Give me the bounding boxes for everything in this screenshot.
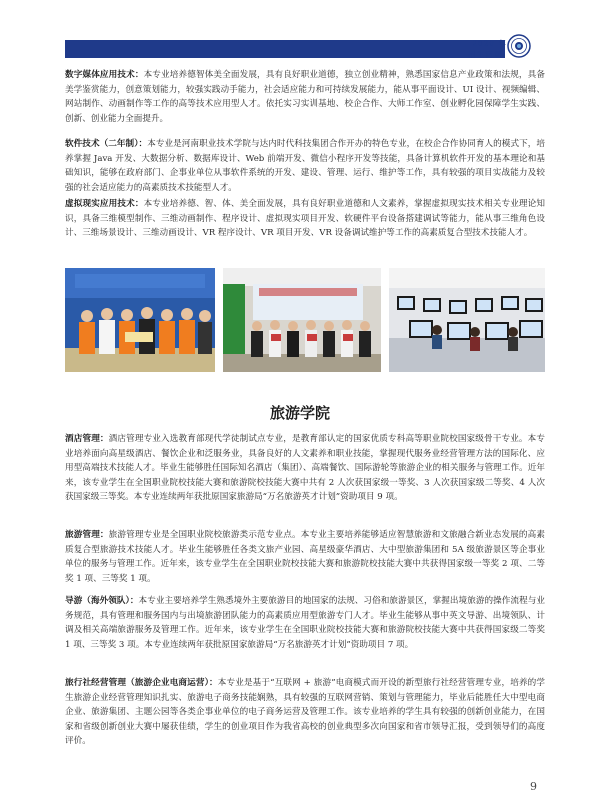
- section-body: 本专业是河南职业技术学院与达内时代科技集团合作开办的特色专业，在校企合作协同育人的模式下，培养掌握 Java 开发、大数据分析、数据库设计、Web 前端开发、微信小程序开发等技能，具备计算机软件开发的基本理论和基础知识，能够在政府部门、企事业单位从事软件系统的开发、建设、管理、运行、维护等工作，具有较强的项目实战能力及较强的社会适应能力的高素质技术技能型人才。: [65, 139, 545, 193]
- section-digital-media: [65, 68, 545, 126]
- section-title: 导游（海外领队）：: [65, 596, 139, 606]
- section-title: 虚拟现实应用技术：: [65, 199, 144, 209]
- section-tourism-management: [65, 528, 545, 586]
- section-body: 本专业培养德智体美全面发展，具有良好职业道德，独立创业精神，熟悉国家信息产业政策和法规，具备美学鉴赏能力，创意策划能力，较强实践动手能力，社会适应能力和可持续发展能力，能从事平面设计、UI 设计、视频编辑、网站制作、动画制作等工作的高等技术应用型人才。依托实习实训基地、校企合作、大师工作室、创业孵化园保障学生实践、创新、创业能力全面提升。: [65, 70, 545, 124]
- photo-award-ceremony: [65, 268, 215, 372]
- section-hotel-management: [65, 432, 545, 505]
- section-title: 酒店管理：: [65, 434, 109, 444]
- section-vr-tech: [65, 197, 545, 241]
- photo-computer-lab: [389, 268, 545, 372]
- section-title: 旅行社经营管理（旅游企业电商运营）：: [65, 678, 218, 688]
- section-title: 数字媒体应用技术：: [65, 70, 144, 80]
- section-body: 本专业是基于“互联网 + 旅游”电商模式而开设的新型旅行社经营管理专业，培养的学生旅游企业经营管理知识扎实、旅游电子商务技能娴熟，具有较强的互联网营销、策划与管理能力，毕业后能胜任大中型电商企业、旅游集团、主题公园等各类企事业单位的电子商务运营及管理工作。该专业培养的学生具有较强的创新创业能力，在国家和省级创新创业大赛中屡获佳绩，学生的创业项目作为我省高校的创业典型多次向国家和省市领导汇报，受到领导们的高度评价。: [65, 678, 546, 747]
- photo-certificate-group: [223, 268, 381, 372]
- section-software-tech: [65, 137, 545, 195]
- section-body: 酒店管理专业入选教育部现代学徒制试点专业，是教育部认定的国家优质专科高等职业院校国家级骨干专业。本专业培养面向高星级酒店、餐饮企业和泛服务业，具备良好的人文素养和职业技能，掌握现代服务业经营管理方法的国际化、应用型高端技术技能人才。毕业生能够胜任国际知名酒店（集团）、高端餐饮、国际游轮等旅游企业的相关服务与管理工作。近年来，该专业学生在全国职业院校技能大赛和旅游院校技能大赛中共有 2 人次获国家级一等奖、3 人次获国家级二等奖、4 人次获国家级三等奖。本专业连续两年获批原国家旅游局“万名旅游英才计划”资助项目 9 项。: [65, 434, 545, 503]
- header-subtitle: 招生简章: [468, 50, 502, 59]
- page-header: [0, 0, 600, 66]
- section-body: 本专业培养德、智、体、美全面发展，具有良好职业道德和人文素养，掌握虚拟现实技术相关专业理论知识，具备三维模型制作、三维动画制作、程序设计、虚拟现实项目开发、软硬件平台设备搭建调试等能力，能从事三维角色设计、三维场景设计、三维动画设计、VR 程序设计、VR 项目开发、VR 设备调试维护等工作的高素质复合型技术技能人才。: [65, 199, 545, 239]
- section-title: 软件技术（二年制）：: [65, 139, 148, 149]
- header-bar: [65, 40, 505, 58]
- header-year: 2020 年: [472, 39, 507, 48]
- section-title: 旅游管理：: [65, 530, 109, 540]
- section-travel-agency: [65, 676, 545, 749]
- section-tour-guide: [65, 594, 545, 652]
- school-seal-icon: [507, 34, 531, 58]
- page-number: 9: [530, 780, 537, 793]
- section-body: 本专业主要培养学生熟悉境外主要旅游目的地国家的法规、习俗和旅游景区，掌握出境旅游的操作流程与业务规范，具有管理和服务国内与出境旅游团队能力的高素质应用型旅游专门人才。毕业生能够从事中英文导游、出境领队、计调及相关高端旅游服务及管理工作。近年来，该专业学生在全国职业院校技能大赛和旅游院校技能大赛中共获得国家级二等奖 1 项、三等奖 3 项。本专业连续两年获批原国家旅游局“万名旅游英才计划”资助项目 7 项。: [65, 596, 545, 650]
- photo-strip: [65, 268, 545, 372]
- section-body: 旅游管理专业是全国职业院校旅游类示范专业点。本专业主要培养能够适应智慧旅游和文旅融合新业态发展的高素质复合型旅游技术技能人才。毕业生能够胜任各类文旅产业园、高星级豪华酒店、大中型旅游集团和 5A 级旅游景区等企事业单位的服务与管理工作。近年来，该专业学生在全国职业院校技能大赛和旅游院校技能大赛中共获得国家级一等奖 2 项、二等奖 1 项、三等奖 1 项。: [65, 530, 545, 584]
- college-title: 旅游学院: [269, 404, 330, 422]
